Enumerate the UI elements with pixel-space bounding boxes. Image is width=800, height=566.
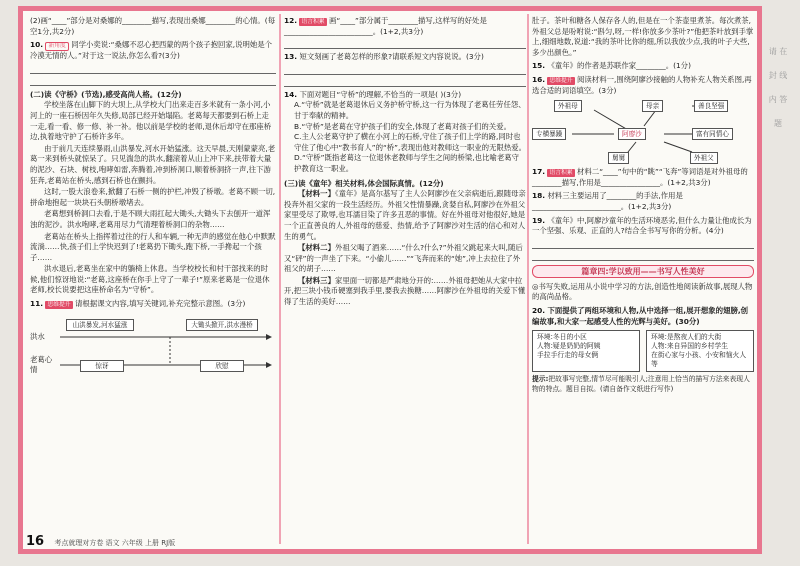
question-13: 13. 短文刻画了老葛怎样的形象?请联系短文内容说说。(3分) — [284, 52, 484, 62]
option-card-1[interactable]: 环境:冬日的小区 人物:疑是奶奶的阿姨 手拉手行走的母女俩 — [532, 330, 640, 372]
diagram-box: 大锄头掀开,洪水漫桥 — [186, 319, 258, 331]
question-19: 19. 《童年》中,阿廖沙童年的生活环境恶劣,但什么力量让他成长为一个坚强、乐观、正直的人?结合全书写写你的分析。(4分) — [532, 215, 752, 236]
column-divider — [279, 14, 281, 544]
option-card-2[interactable]: 环境:是熬夜人们的大街 人物:来自异国的乡村学生 在街心家与小孩、小安和恼火人等 — [646, 330, 754, 372]
question-18: 18. 材料三主要运用了________的手法,作用是________________________。(1+2,共3分) — [532, 191, 683, 211]
column-middle — [284, 16, 526, 309]
passage-paragraph: 老葛站在桥头上指挥着过往的行人和车辆,一种无声的感觉在他心中默默流淌……快,孩子们上学快迟到了!老葛扔下锄头,跑下桥,一手搀起一个孩子…… — [30, 231, 276, 262]
diagram-label: 老葛心情 — [30, 354, 53, 375]
question-17: 17. 语言积累 材料二“____”句中的“眺”“飞奔”等词语是对外祖母的________描写,作用是________________。(1+2,共3分) — [532, 167, 748, 187]
chapter-banner: 篇章四:学以致用——书写人性美好 — [532, 265, 754, 278]
answer-line[interactable] — [284, 39, 526, 49]
option-b[interactable]: B.“守桥”是老葛在守护孩子们的安全,体现了老葛对孩子们的关爱。 — [294, 121, 511, 131]
diagram-box[interactable]: 欣慰 — [200, 360, 244, 372]
tag-new-angle: 新角度 — [45, 42, 68, 51]
answer-line[interactable] — [284, 65, 526, 75]
node-trait: 富有同情心 — [692, 128, 733, 140]
q20-intro: ◎书写失败,运用从小说中学习的方法,创造性地阅读新故事,展现人物的高尚品格。 — [532, 281, 753, 302]
answer-line[interactable] — [532, 239, 754, 249]
question-12: 12. 语言积累 画“____”部分属于________描写,这样写的好处是________________________。(1+2,共3分) — [284, 16, 487, 36]
writing-tip: 提示:把故事写完整,情节尽可能吸引人;注意用上恰当的描写方法来表现人物的特点。题目自拟。(请自备作文纸进行写作) — [532, 375, 750, 393]
node-trait: 专横暴躁 — [532, 128, 566, 140]
answer-line[interactable] — [30, 76, 276, 86]
relationship-diagram — [532, 96, 754, 164]
column-right — [532, 16, 754, 394]
passage-paragraph: 学校坐落在山脚下的大坝上,从学校大门出来走百多米就有一条小河,小河上的一座石桥因年久失修,局部已经开始塌陷。老葛每天都要到石桥上走一走,看一看、修一修、补一补。他以前是学校的老师,退休后却守在那座桥边,执着地守护了石桥许多年。 — [30, 100, 272, 142]
answer-line[interactable] — [284, 77, 526, 87]
option-cards — [532, 327, 754, 372]
footer-text: 考点就理对方卷 语文 六年级 上册 RJ版 — [54, 539, 176, 547]
node-uncle: 舅舅 — [608, 152, 629, 164]
question-10: 10. 新角度 同学小奕说:“桑娜不忍心把西蒙的两个孩子抱回家,说明她是个冷漠无情的人。”对于这一说法,你怎么看?(3分) — [30, 40, 273, 61]
q9-part2: (2)画“____”部分是对桑娜的________描写,表现出桑娜________的心情。(每空1分,共2分) — [30, 16, 276, 36]
question-11: 11. 思维提升 请根据课文内容,填写关键词,补充完整示意图。(3分) — [30, 299, 246, 309]
material-1: 【材料一】《童年》是高尔基写了主人公阿廖沙在父亲病逝后,跟随母亲投奔外祖父家的一段生活经历。外祖父性情暴躁,贪婪自私,阿廖沙在外祖父家里受尽了欺辱,也耳濡目染了许多丑恶的事情。好在外祖母对他很好,她是一个正直善良的人,外祖母的慈爱、热情,给予了阿廖沙对生活的信心和对人生的勇气。 — [284, 189, 526, 241]
question-20: 20. 下面提供了两组环境和人物,从中选择一组,展开想象的翅膀,创编故事,和大家一起感受人性的光辉与美好。(30分) — [532, 305, 749, 326]
binding-margin-text: 请 在 封 线 内 答 题 — [768, 47, 788, 128]
option-c[interactable]: C.主人公老葛守护了横在小河上的石桥,守住了孩子们上学的路,同时也守住了他心中“教书育人”的“桥”,表现出他对教师这一职业的无限热爱。 — [294, 132, 526, 152]
node-grandmother: 外祖母 — [554, 100, 582, 112]
tag-language: 语言积累 — [549, 170, 573, 177]
diagram-box: 山洪暴发,河水猛涨 — [66, 319, 134, 331]
column-divider — [527, 14, 529, 544]
tag-thinking: 思维提升 — [47, 302, 71, 309]
flow-diagram — [30, 313, 276, 383]
passage-paragraph: 这时,一股大浪卷来,掀翻了石桥一侧的护栏,冲毁了桥墩。老葛不顾一切,拼命地抱起一块块石头朝桥墩堵去。 — [30, 187, 276, 207]
passage-paragraph: 洪水退后,老葛坐在家中的躺椅上休息。当学校校长和村干部找来的时候,他们惊讶地说:“老葛,这座桥在你手上守了一辈子!”原来老葛是一位退休老师,校长说要把这座桥命名为“守桥”。 — [30, 264, 270, 295]
node-alyosha: 阿廖沙 — [618, 128, 646, 140]
answer-line[interactable] — [30, 64, 276, 74]
answer-line[interactable] — [532, 251, 754, 261]
node-grandfather: 外祖父 — [690, 152, 718, 164]
diagram-box[interactable]: 惊讶 — [80, 360, 124, 372]
tag-language: 语言积累 — [301, 19, 325, 25]
passage-paragraph: 由于前几天连续暴雨,山洪暴发,河水开始猛涨。这天早晨,天刚蒙蒙亮,老葛一来到桥头就惊呆了。只见湍急的洪水,翻滚着从山上冲下来,扶带着大量的泥沙、石块、树枝,咆哮如雷,奔腾着,冲到桥洞口,顺着桥洞挤一声,往下游狂奔,老葛站在桥头,感到石桥也在颤抖。 — [30, 143, 276, 185]
material-3-continued: 肚子。茶叶和糖各人保存各人的,但是在一个茶壶里煮茶。每次煮茶,外祖父总是吩咐说:“斟匀,呀,一样!你放多少茶叶?”他把茶叶放到手掌上,细细地数,说道:“我的茶叶比你的细,所以我放少点,我的叶子大些,多少出颜色。” — [532, 16, 754, 57]
option-d[interactable]: D.“守桥”既指老葛这一位退休老教师与学生之间的桥梁,也比喻老葛守护教育这一职业。 — [294, 153, 519, 173]
material-2: 【材料二】外祖父喝了酒来……“什么?什么?”外祖父跳起来大叫,随后又“砰”的一声坐了下来。“小偷儿……”“飞奔而来的“她”,冲上去拉住了外祖父的胡子…… — [284, 243, 523, 274]
question-14: 14. 下面对题目“守桥”的理解,不恰当的一项是( )(3分) — [284, 89, 462, 99]
page-footer — [26, 534, 175, 549]
question-15: 15. 《童年》的作者是苏联作家________。(1分) — [532, 61, 691, 71]
column-left — [30, 16, 276, 383]
material-3: 【材料三】家里面一切都是严肃地分开的:……外祖母把她从大家中拉开,把三块小钱币硬塞到我手里,要我去换糖……阿廖沙在外祖母的关爱下懂得了生活的美好…… — [284, 275, 526, 307]
page-number: 16 — [26, 534, 45, 549]
section-3-heading: (三)读《童年》相关材料,体会国际真情。(12分) — [284, 178, 444, 188]
node-mother: 母亲 — [642, 100, 663, 112]
tag-thinking: 思维提升 — [549, 77, 573, 84]
section-2-heading: (二)读《守桥》(节选),感受高尚人格。(12分) — [30, 89, 182, 99]
option-a[interactable]: A.“守桥”就是老葛退休后义务护桥守桥,这一行为体现了老葛任劳任怨、甘于奉献的精神。 — [294, 100, 526, 120]
diagram-label: 洪水 — [30, 331, 45, 341]
passage-paragraph: 老葛想到桥洞口去看,于是不顾大雨扛起大锄头,大锄头下去刨开一道浑浊的泥沙。洪水咆哮,老葛用尽力气清理着桥洞口的杂物…… — [30, 209, 271, 229]
node-trait: 善良坚强 — [694, 100, 728, 112]
question-16: 16. 思维提升 阅读材料一,围绕阿廖沙接触的人物补充人物关系图,再选合适的词语填空。(3分) — [532, 74, 752, 95]
